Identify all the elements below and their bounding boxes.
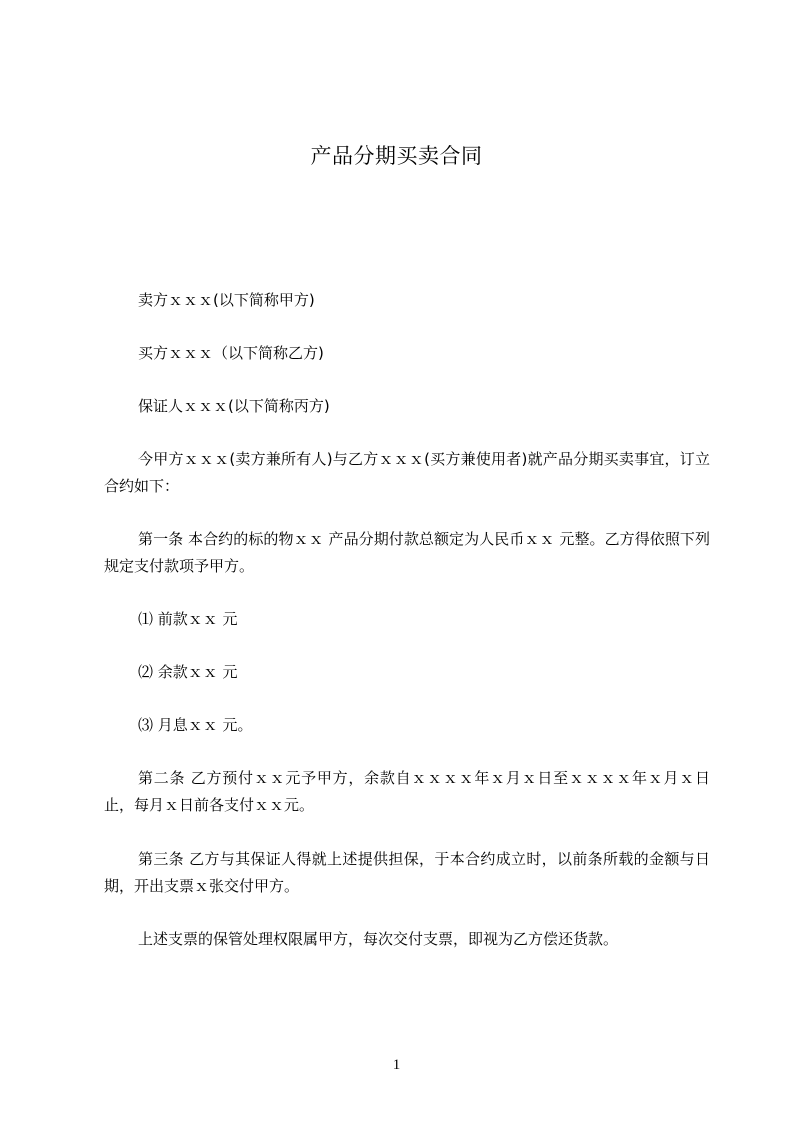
item-2-paragraph: ⑵ 余款ｘｘ 元 xyxy=(138,663,238,681)
guarantor-paragraph: 保证人ｘｘｘ(以下简称丙方) xyxy=(138,397,330,415)
item-3-paragraph: ⑶ 月息ｘｘ 元。 xyxy=(138,716,253,734)
document-title: 产品分期买卖合同 xyxy=(310,144,483,168)
preamble-paragraph: 今甲方ｘｘｘ(卖方兼所有人)与乙方ｘｘｘ(买方兼使用者)就产品分期买卖事宜，订立合约如下： xyxy=(104,450,710,495)
article-3-paragraph: 第三条 乙方与其保证人得就上述提供担保，于本合约成立时，以前条所载的金额与日期，开出支票ｘ张交付甲方。 xyxy=(104,850,710,895)
article-1-paragraph: 第一条 本合约的标的物ｘｘ 产品分期付款总额定为人民币ｘｘ 元整。乙方得依照下列规定支付款项予甲方。 xyxy=(104,530,710,575)
seller-paragraph: 卖方ｘｘｘ(以下简称甲方) xyxy=(138,291,315,309)
page-number: 1 xyxy=(392,1057,401,1073)
article-2-paragraph: 第二条 乙方预付ｘｘ元予甲方，余款自ｘｘｘｘ年ｘ月ｘ日至ｘｘｘｘ年ｘ月ｘ日止，每月ｘ日前各支付ｘｘ元。 xyxy=(104,769,710,814)
item-1-paragraph: ⑴ 前款ｘｘ 元 xyxy=(138,610,238,628)
buyer-paragraph: 买方ｘｘｘ（以下简称乙方) xyxy=(138,344,324,362)
cheque-paragraph: 上述支票的保管处理权限属甲方，每次交付支票，即视为乙方偿还货款。 xyxy=(138,930,619,948)
